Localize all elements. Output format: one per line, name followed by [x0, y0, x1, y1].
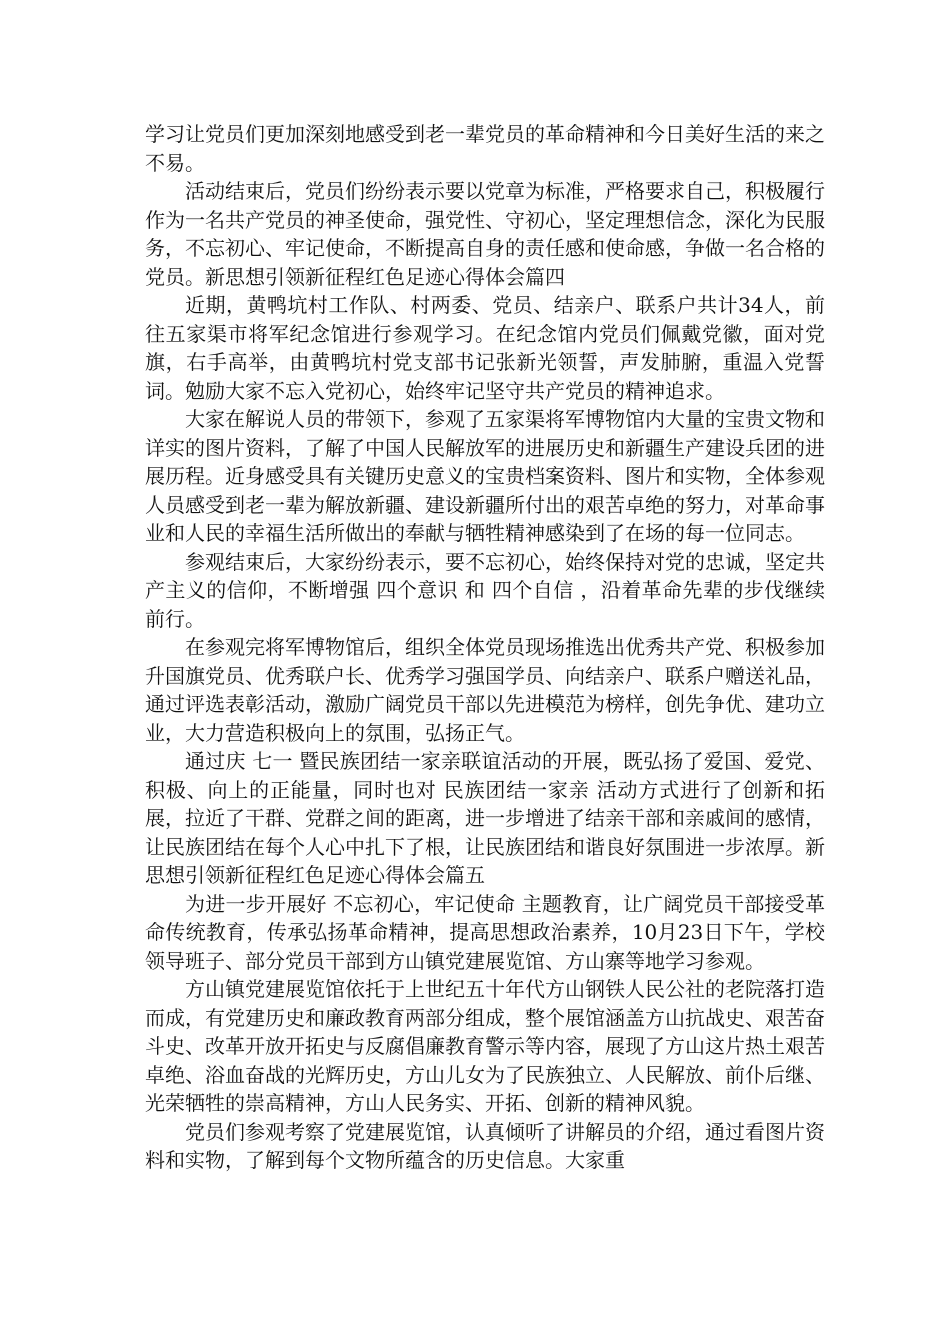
- paragraph: 参观结束后，大家纷纷表示，要不忘初心，始终保持对党的忠诚，坚定共产主义的信仰，不断增强 四个意识 和 四个自信 ，沿着革命先辈的步伐继续前行。: [145, 549, 825, 631]
- paragraph: 通过庆 七一 暨民族团结一家亲联谊活动的开展，既弘扬了爱国、爱党、积极、向上的正能量，同时也对 民族团结一家亲 活动方式进行了创新和拓展，拉近了干群、党群之间的距离，进一步增进了结亲干部和亲戚间的感情，让民族团结在每个人心中扎下了根，让民族团结和谐良好氛围进一步浓厚。新思想引领新征程红色足迹心得体会篇五: [145, 749, 825, 887]
- paragraph: 方山镇党建展览馆依托于上世纪五十年代方山钢铁人民公社的老院落打造而成，有党建历史和廉政教育两部分组成，整个展馆涵盖方山抗战史、艰苦奋斗史、改革开放开拓史与反腐倡廉教育警示等内容，展现了方山这片热土艰苦卓绝、浴血奋战的光辉历史，方山儿女为了民族独立、人民解放、前仆后继、光荣牺牲的崇高精神，方山人民务实、开拓、创新的精神风貌。: [145, 977, 825, 1115]
- paragraph: 在参观完将军博物馆后，组织全体党员现场推选出优秀共产党、积极参加升国旗党员、优秀联户长、优秀学习强国学员、向结亲户、联系户赠送礼品，通过评选表彰活动，激励广阔党员干部以先进模范为榜样，创先争优、建功立业，大力营造积极向上的氛围，弘扬正气。: [145, 635, 825, 745]
- paragraph-continuation: 学习让党员们更加深刻地感受到老一辈党员的革命精神和今日美好生活的来之不易。: [145, 122, 825, 175]
- paragraph: 为进一步开展好 不忘初心，牢记使命 主题教育，让广阔党员干部接受革命传统教育，传承弘扬革命精神，提高思想政治素养，10月23日下午，学校领导班子、部分党员干部到方山镇党建展览馆、方山寨等地学习参观。: [145, 891, 825, 973]
- paragraph: 大家在解说人员的带领下，参观了五家渠将军博物馆内大量的宝贵文物和详实的图片资料，了解了中国人民解放军的进展历史和新疆生产建设兵团的进展历程。近身感受具有关键历史意义的宝贵档案资料、图片和实物，全体参观人员感受到老一辈为解放新疆、建设新疆所付出的艰苦卓绝的努力，对革命事业和人民的幸福生活所做出的奉献与牺牲精神感染到了在场的每一位同志。: [145, 407, 825, 545]
- paragraph: 活动结束后，党员们纷纷表示要以党章为标准，严格要求自己，积极履行作为一名共产党员的神圣使命，强党性、守初心，坚定理想信念，深化为民服务，不忘初心、牢记使命，不断提高自身的责任感和使命感，争做一名合格的党员。新思想引领新征程红色足迹心得体会篇四: [145, 179, 825, 289]
- document-body: [145, 120, 825, 1175]
- paragraph: 党员们参观考察了党建展览馆，认真倾听了讲解员的介绍，通过看图片资料和实物，了解到每个文物所蕴含的历史信息。大家重: [145, 1119, 825, 1172]
- paragraph: 近期，黄鸭坑村工作队、村两委、党员、结亲户、联系户共计34人，前往五家渠市将军纪念馆进行参观学习。在纪念馆内党员们佩戴党徽，面对党旗，右手高举，由黄鸭坑村党支部书记张新光领誓，声发肺腑，重温入党誓词。勉励大家不忘入党初心，始终牢记坚守共产党员的精神追求。: [145, 293, 825, 403]
